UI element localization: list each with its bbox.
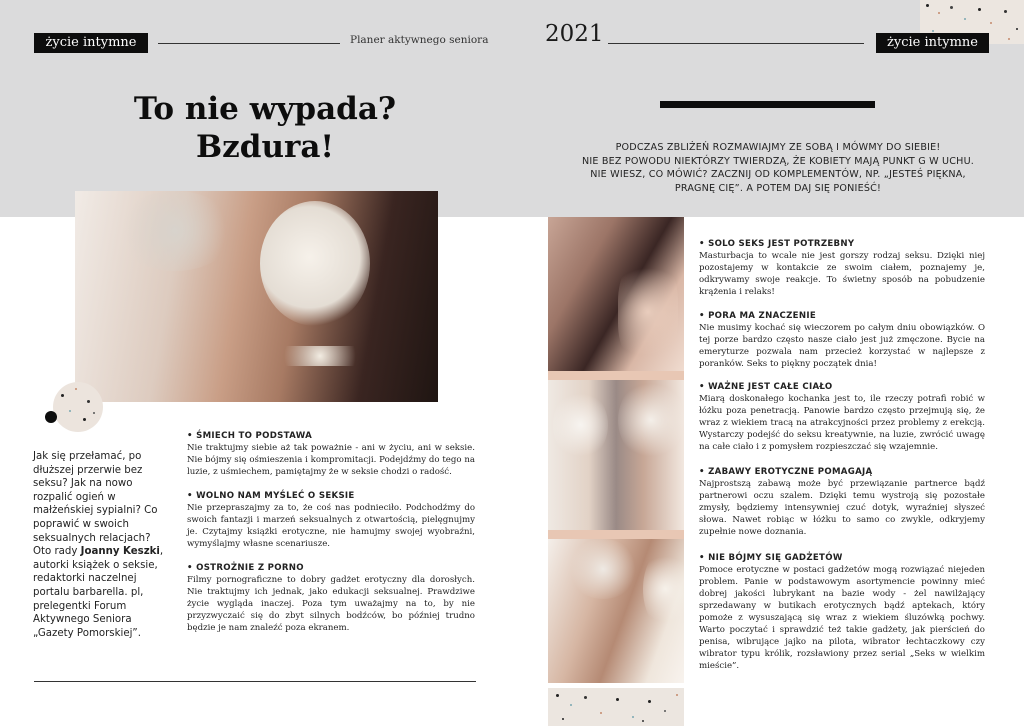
left-section-2-title: • WOLNO NAM MYŚLEĆ O SEKSIE xyxy=(187,491,355,501)
left-section-2 xyxy=(187,490,475,550)
right-section-2 xyxy=(699,310,985,370)
strip-gap-2 xyxy=(548,530,684,539)
right-section-3-title: • WAŻNE JEST CAŁE CIAŁO xyxy=(699,382,833,392)
right-section-4-title: • ZABAWY EROTYCZNE POMAGAJĄ xyxy=(699,467,873,477)
left-section-3-text: Filmy pornograficzne to dobry gadżet erotyczny dla dorosłych. Nie traktujmy ich jednak, jako edukacji seksualnej. Prawdziwe życie wygląda inaczej. Poza tym uważajmy na to, by nie przyzwyczaić się do zbyt silnych bodźców, bo później trudno będzie je nam znaleźć poza ekranem. xyxy=(187,575,475,633)
left-section-3 xyxy=(187,562,475,634)
right-section-2-title: • PORA MA ZNACZENIE xyxy=(699,311,816,321)
headline xyxy=(120,90,410,166)
section-tag-right-text: życie intymne xyxy=(887,35,978,50)
intro-part-1: Jak się przełamać, po dłuższej przerwie bez seksu? Jak na nowo rozpalić ogień w małżeńskiej sypialni? Co poprawić w swoich seksualnych relacjach? Oto rady xyxy=(33,451,158,558)
right-section-5-title: • NIE BÓJMY SIĘ GADŻETÓW xyxy=(699,553,843,563)
header-rule-right xyxy=(608,43,864,44)
intro-text xyxy=(33,450,171,640)
lead-line-4: PRAGNĘ CIĘ”. A POTEM DAJ SIĘ PONIEŚĆ! xyxy=(674,182,882,194)
right-section-1 xyxy=(699,238,985,298)
right-section-1-text: Masturbacja to wcale nie jest gorszy rodzaj seksu. Dzięki niej pozostajemy w kontakcie ze swoim ciałem, poznajemy je, odkrywamy swoje reakcje. To świetny sposób na pobudzenie krążenia i relaks! xyxy=(699,251,985,297)
section-tag-left-text: życie intymne xyxy=(45,35,137,50)
right-section-3 xyxy=(699,381,985,453)
section-tag-left xyxy=(34,33,148,53)
terrazzo-decoration-bottom xyxy=(548,688,684,726)
left-section-1-text: Nie traktujmy siebie aż tak poważnie - ani w życiu, ani w seksie. Nie bójmy się ośmieszenia i kompromitacji. Podejdźmy do tego na luzie, z uśmiechem, pamiętajmy że w seksie chodzi o radość. xyxy=(187,443,475,477)
lead-line-2: NIE BEZ POWODU NIEKTÓRZY TWIERDZĄ, ŻE KOBIETY MAJĄ PUNKT G W UCHU. xyxy=(581,155,975,167)
headline-line-2: Bzdura! xyxy=(195,129,335,165)
lead-line-1: PODCZAS ZBLIŻEŃ ROZMAWIAJMY ZE SOBĄ I MÓWMY DO SIEBIE! xyxy=(615,142,941,153)
lead-text xyxy=(548,141,1008,195)
accent-bar xyxy=(660,101,875,108)
planner-title: Planer aktywnego seniora xyxy=(350,34,489,46)
header-rule-left xyxy=(158,43,340,44)
terrazzo-circle xyxy=(53,382,103,432)
left-section-2-text: Nie przepraszajmy za to, że coś nas podnieciło. Podchodźmy do swoich fantazji i marzeń seksualnych z otwartością, pielęgnujmy je. Czytajmy książki erotyczne, nie hamujmy swojej wyobraźni, wymyślajmy własne scenariusze. xyxy=(187,503,475,549)
intro-author: Joanny Keszki xyxy=(80,546,160,558)
right-section-4 xyxy=(699,466,985,538)
right-section-5 xyxy=(699,552,985,672)
section-tag-right xyxy=(876,33,989,53)
main-photo-couple xyxy=(75,191,438,402)
year-label: 2021 xyxy=(545,21,604,47)
headline-line-1: To nie wypada? xyxy=(133,91,397,127)
strip-photo-1 xyxy=(548,217,684,371)
strip-photo-2 xyxy=(548,380,684,530)
left-section-1-title: • ŚMIECH TO PODSTAWA xyxy=(187,431,313,441)
black-dot xyxy=(45,411,57,423)
strip-gap-1 xyxy=(548,371,684,380)
right-section-5-text: Pomoce erotyczne w postaci gadżetów mogą rozwiązać niejeden problem. Panie w podstawowym asortymencie powinny mieć dobrej jakości lubrykant na bazie wody - żel nawilżający sprzedawany w butikach erotycznych bądź aptekach, który pomoże z wysuszającą się wraz z wiekiem śluzówką pochwy. Warto poczytać i sprawdzić też takie gadżety, jak pierścień do penisa, wibrujące jajko na pilota, wibrator łechtaczkowy czy wibrator typu królik, rozsławiony przez serial „Seks w wielkim mieście”. xyxy=(699,565,985,671)
strip-photo-3 xyxy=(548,539,684,683)
intro-part-2: , autorki książek o seksie, redaktorki naczelnej portalu barbarella. pl, prelegentki Forum Aktywnego Seniora „Gazety Pomorskiej”. xyxy=(33,546,164,639)
right-section-3-text: Miarą doskonałego kochanka jest to, ile rzeczy potrafi robić w łóżku poza penetracją. Panowie bardzo często przejmują się, że wraz z wiekiem tracą na atrakcyjności przez problemy z erekcją. Wystarczy podejść do seksu kreatywnie, na luzie, zwrócić uwagę na całe ciało i z pomysłem rozpieszczać się wzajemnie. xyxy=(699,394,985,452)
lead-line-3: NIE WIESZ, CO MÓWIĆ? ZACZNIJ OD KOMPLEMENTÓW, NP. „JESTEŚ PIĘKNA, xyxy=(590,169,966,181)
right-section-1-title: • SOLO SEKS JEST POTRZEBNY xyxy=(699,239,855,249)
left-section-1 xyxy=(187,430,475,478)
right-section-2-text: Nie musimy kochać się wieczorem po całym dniu obowiązków. O tej porze bardzo często nasze ciało jest już zmęczone. Bycie na emeryturze pozwala nam przecież korzystać w najlepsze z poranków. Seks to piękny początek dnia! xyxy=(699,323,985,369)
footer-rule-left xyxy=(34,681,476,682)
left-section-3-title: • OSTROŻNIE Z PORNO xyxy=(187,563,304,573)
right-section-4-text: Najprostszą zabawą może być przewiązanie partnerce bądź partnerowi oczu szalem. Dzięki temu wystroją się pozostałe zmysły, będziemy intensywniej czuć dotyk, wyraźniej słyszeć słowa. Nawet robiąc w łóżku to samo co zwykle, odkryjemy zupełnie nowe doznania. xyxy=(699,479,985,537)
